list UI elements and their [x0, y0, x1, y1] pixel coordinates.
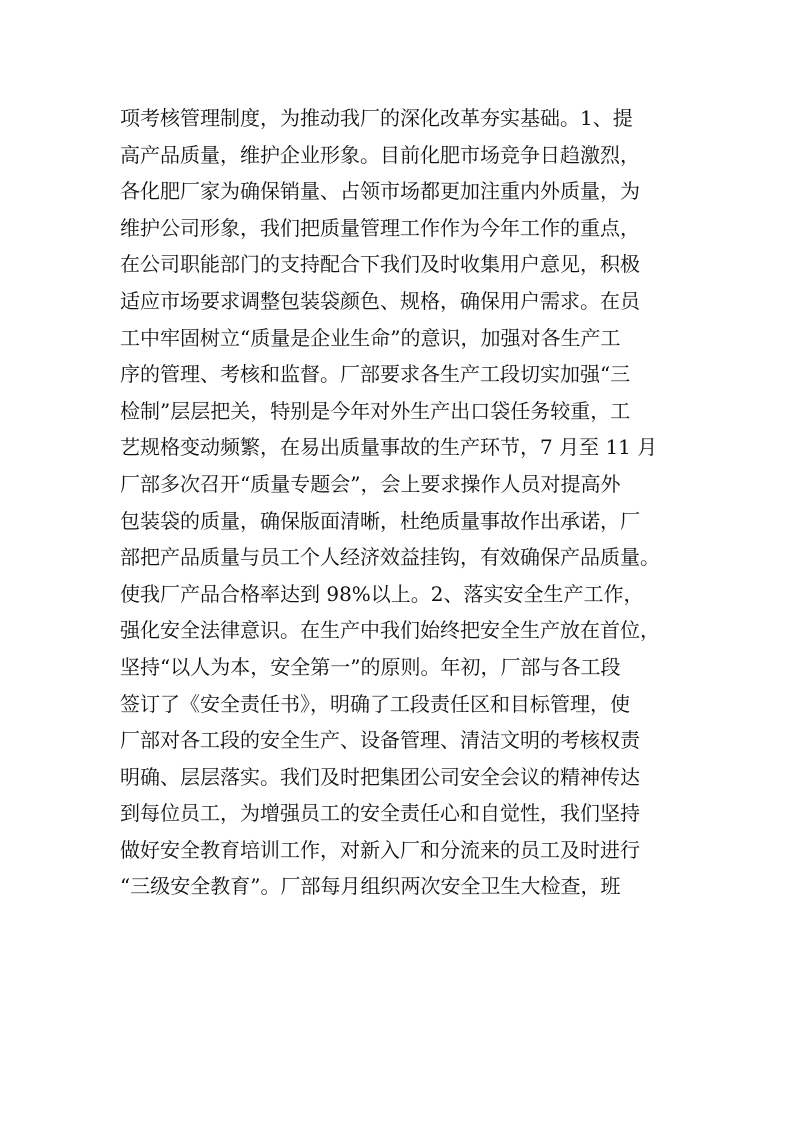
text-line: 做好安全教育培训工作，对新入厂和分流来的员工及时进行: [120, 837, 640, 862]
text-line: 厂部多次召开“质量专题会”，会上要求操作人员对提高外: [120, 471, 621, 496]
text-line: 到每位员工，为增强员工的安全责任心和自觉性，我们坚持: [120, 801, 640, 826]
text-line: 高产品质量，维护企业形象。目前化肥市场竞争日趋激烈，: [120, 142, 640, 167]
text-line: 使我厂产品合格率达到 98%以上。2、落实安全生产工作，: [120, 581, 644, 606]
text-line: 工中牢固树立“质量是企业生命”的意识，加强对各生产工: [120, 325, 621, 350]
text-line: 明确、层层落实。我们及时把集团公司安全会议的精神传达: [120, 764, 640, 789]
text-line: 检制”层层把关，特别是今年对外生产出口袋任务较重，工: [120, 398, 631, 423]
text-line: 在公司职能部门的支持配合下我们及时收集用户意见，积极: [120, 252, 640, 277]
text-line: “三级安全教育”。厂部每月组织两次安全卫生大检查，班: [120, 874, 621, 899]
text-line: 坚持“以人为本，安全第一”的原则。年初，厂部与各工段: [120, 654, 621, 679]
text-line: 强化安全法律意识。在生产中我们始终把安全生产放在首位，: [120, 618, 660, 643]
text-line: 项考核管理制度，为推动我厂的深化改革夯实基础。1、提: [120, 106, 633, 130]
text-line: 各化肥厂家为确保销量、占领市场都更加注重内外质量，为: [120, 179, 640, 204]
body-text: [120, 100, 680, 905]
text-line: 签订了《安全责任书》，明确了工段责任区和目标管理，使: [120, 691, 630, 716]
text-line: 维护公司形象，我们把质量管理工作作为今年工作的重点，: [120, 215, 640, 240]
text-line: 部把产品质量与员工个人经济效益挂钩，有效确保产品质量。: [120, 545, 660, 570]
text-line: 包装袋的质量，确保版面清晰，杜绝质量事故作出承诺，厂: [120, 508, 640, 533]
text-line: 艺规格变动频繁，在易出质量事故的生产环节，7 月至 11 月: [120, 435, 658, 460]
text-line: 序的管理、考核和监督。厂部要求各生产工段切实加强“三: [120, 362, 631, 387]
text-line: 厂部对各工段的安全生产、设备管理、清洁文明的考核权责: [120, 728, 640, 753]
text-line: 适应市场要求调整包装袋颜色、规格，确保用户需求。在员: [120, 288, 640, 313]
